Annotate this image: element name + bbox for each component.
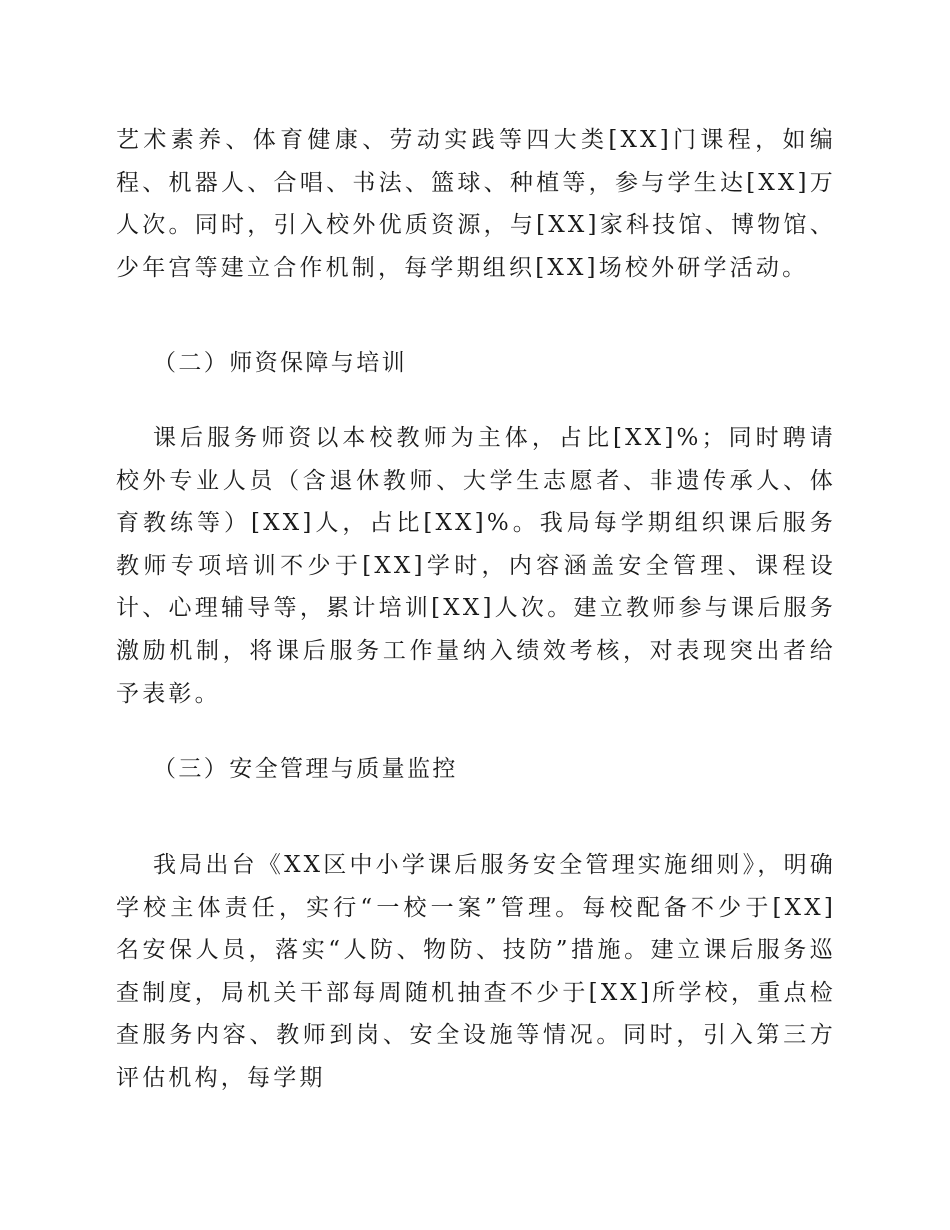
- paragraph-teacher-training: 课后服务师资以本校教师为主体，占比[XX]%；同时聘请校外专业人员（含退休教师、大学生志愿者、非遗传承人、体育教练等）[XX]人，占比[XX]%。我局每学期组织课后服务教师专项培训不少于[XX]学时，内容涵盖安全管理、课程设计、心理辅导等，累计培训[XX]人次。建立教师参与课后服务激励机制，将课后服务工作量纳入绩效考核，对表现突出者给予表彰。: [116, 425, 836, 707]
- paragraph-safety-management: 我局出台《XX区中小学课后服务安全管理实施细则》，明确学校主体责任，实行“一校一案”管理。每校配备不少于[XX]名安保人员，落实“人防、物防、技防”措施。建立课后服务巡查制度，局机关干部每周随机抽查不少于[XX]所学校，重点检查服务内容、教师到岗、安全设施等情况。同时，引入第三方评估机构，每学期: [116, 852, 836, 1091]
- section-heading-teachers: （二）师资保障与培训: [153, 350, 407, 376]
- section-heading-safety: （三）安全管理与质量监控: [153, 756, 458, 782]
- paragraph-course-offerings: 艺术素养、体育健康、劳动实践等四大类[XX]门课程，如编程、机器人、合唱、书法、篮球、种植等，参与学生达[XX]万人次。同时，引入校外优质资源，与[XX]家科技馆、博物馆、少年宫等建立合作机制，每学期组织[XX]场校外研学活动。: [116, 127, 836, 281]
